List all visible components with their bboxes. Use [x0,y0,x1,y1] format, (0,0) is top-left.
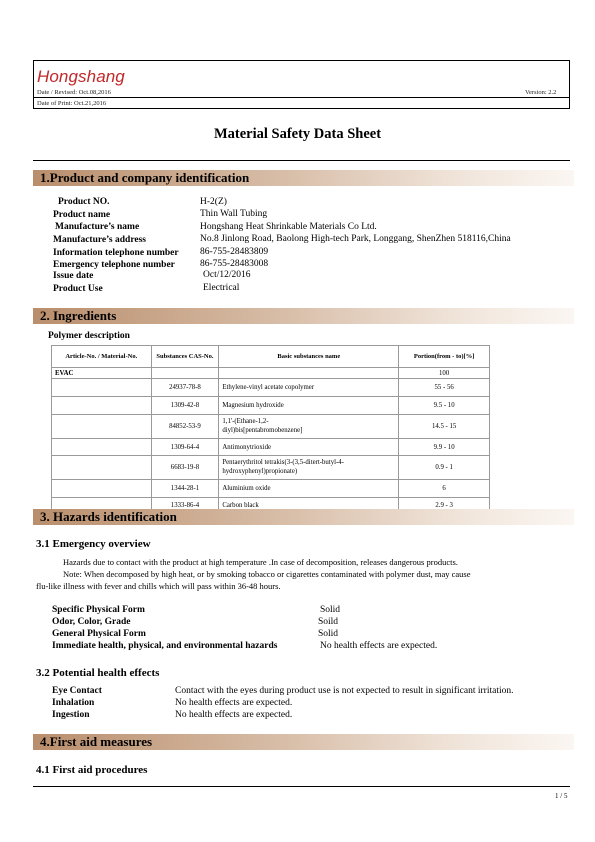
effect-label-ingestion: Ingestion [52,710,90,720]
field-value-manufacturer-address: No.8 Jinlong Road, Baolong High-tech Park, Longgang, ShenZhen 518116,China [200,234,511,244]
cell-material [52,480,152,498]
header-divider [33,97,570,98]
table-row [52,480,490,498]
prop-label-immediate-hazards: Immediate health, physical, and environmental hazards [52,641,278,651]
footer-divider [33,786,570,787]
cell-portion: 9.9 - 10 [399,439,490,456]
document-title: Material Safety Data Sheet [213,126,382,142]
effect-label-eye-contact: Eye Contact [52,686,102,696]
field-label-manufacturer-address: Manufacture’s address [53,235,146,245]
effect-value-inhalation: No health effects are expected. [175,698,293,708]
potential-health-effects-heading: 3.2 Potential health effects [36,667,160,679]
cell-cas: 1309-42-8 [151,397,219,415]
page-number: 1 / 5 [555,792,568,800]
cell-cas: 6683-19-8 [151,456,219,480]
polymer-description-heading: Polymer description [48,331,130,341]
cell-cas: 1344-28-1 [151,480,219,498]
hazard-note-line-1: Note: When decomposed by high heat, or by smoking tobacco or cigarettes contaminated with polymer dust, may cause [63,569,471,579]
cell-material [52,379,152,397]
section-4-bar [33,734,574,750]
cell-portion: 100 [399,368,490,379]
cell-cas: 24937-78-8 [151,379,219,397]
prop-value-general-form: Solid [318,629,339,639]
cell-portion: 6 [399,480,490,498]
cell-name-text: 1,1'-(Ethane-1,2-diyl)bis[pentabromobenzene] [222,418,303,434]
field-label-info-phone: Information telephone number [53,248,179,258]
version: Version: 2.2 [525,89,557,96]
section-1-title: 1.Product and company identification [40,170,250,185]
table-header-row [52,346,490,368]
cell-cas: 1333-86-4 [151,498,219,513]
emergency-overview-heading: 3.1 Emergency overview [36,538,151,550]
cell-cas: 1309-64-4 [151,439,219,456]
cell-name [219,368,399,379]
prop-label-general-form: General Physical Form [52,629,146,639]
prop-value-odor: Soild [318,617,339,627]
section-4-title: 4.First aid measures [40,734,153,749]
cell-material [52,456,152,480]
effect-label-inhalation: Inhalation [52,698,95,708]
cell-name: Carbon black [219,498,399,513]
field-value-product-use: Electrical [203,283,240,293]
cell-material [52,415,152,439]
prop-label-odor: Odor, Color, Grade [52,617,131,627]
prop-label-physical-form: Specific Physical Form [52,605,145,615]
cell-name: Ethylene-vinyl acetate copolymer [219,379,399,397]
first-aid-procedures-heading: 4.1 First aid procedures [36,764,148,776]
cell-portion: 9.5 - 10 [399,397,490,415]
column-header-name: Basic substances name [219,346,399,368]
cell-name: Magnesium hydroxide [219,397,399,415]
column-header-material: Article-No. / Material-No. [52,346,152,368]
table-row [52,368,490,379]
table-row [52,397,490,415]
field-value-manufacturer-name: Hongshang Heat Shrinkable Materials Co Ltd. [200,222,377,232]
cell-name: Aluminium oxide [219,480,399,498]
table-row [52,456,490,480]
section-3-title: 3. Hazards identification [40,509,177,524]
cell-portion: 0.9 - 1 [399,456,490,480]
field-value-issue-date: Oct/12/2016 [203,270,251,280]
field-value-emergency-phone: 86-755-28483008 [200,259,269,269]
section-1-bar [33,170,574,186]
cell-name-text: Pentaerythritol tetrakis(3-(3,5-ditert-butyl-4-hydroxyphenyl)propionate) [222,459,344,475]
field-label-issue-date: Issue date [53,271,94,281]
section-3-bar [33,509,574,525]
ingredients-table [51,345,490,513]
effect-value-ingestion: No health effects are expected. [175,710,293,720]
field-value-info-phone: 86-755-28483809 [200,247,269,257]
field-value-product-name: Thin Wall Tubing [200,209,268,219]
date-revised: Date / Revised: Oct.08,2016 [37,89,111,96]
field-label-manufacturer-name: Manufacture’s name [55,222,140,232]
section-2-bar [33,308,574,324]
table-row [52,439,490,456]
field-value-product-no: H-2(Z) [200,197,227,207]
cell-name: Antimonytrioxide [219,439,399,456]
date-of-print: Date of Print: Oct.21,2016 [37,100,107,107]
cell-cas: 84852-53-9 [151,415,219,439]
prop-value-physical-form: Solid [320,605,341,615]
cell-portion: 55 - 56 [399,379,490,397]
cell-name [219,415,399,439]
table-row [52,379,490,397]
title-divider [33,160,570,161]
company-logo: Hongshang [37,67,125,86]
column-header-portion: Portion(from - to)[%] [399,346,490,368]
effect-value-eye-contact: Contact with the eyes during product use is not expected to result in significant irritation. [175,686,514,696]
cell-material: EVAC [52,368,152,379]
cell-material [52,397,152,415]
field-label-product-name: Product name [53,210,111,220]
hazard-note-line-2: flu-like illness with fever and chills which will pass within 36-48 hours. [36,581,281,591]
cell-portion: 14.5 - 15 [399,415,490,439]
cell-name [219,456,399,480]
cell-portion: 2.9 - 3 [399,498,490,513]
cell-material [52,439,152,456]
field-label-emergency-phone: Emergency telephone number [53,260,175,270]
table-row [52,415,490,439]
prop-value-immediate-hazards: No health effects are expected. [320,641,438,651]
section-2-title: 2. Ingredients [40,308,117,323]
field-label-product-no: Product NO. [58,197,110,207]
cell-cas [151,368,219,379]
column-header-cas: Substances CAS-No. [151,346,219,368]
hazard-paragraph-1: Hazards due to contact with the product at high temperature .In case of decomposition, releases dangerous products. [63,557,458,567]
field-label-product-use: Product Use [53,284,103,294]
